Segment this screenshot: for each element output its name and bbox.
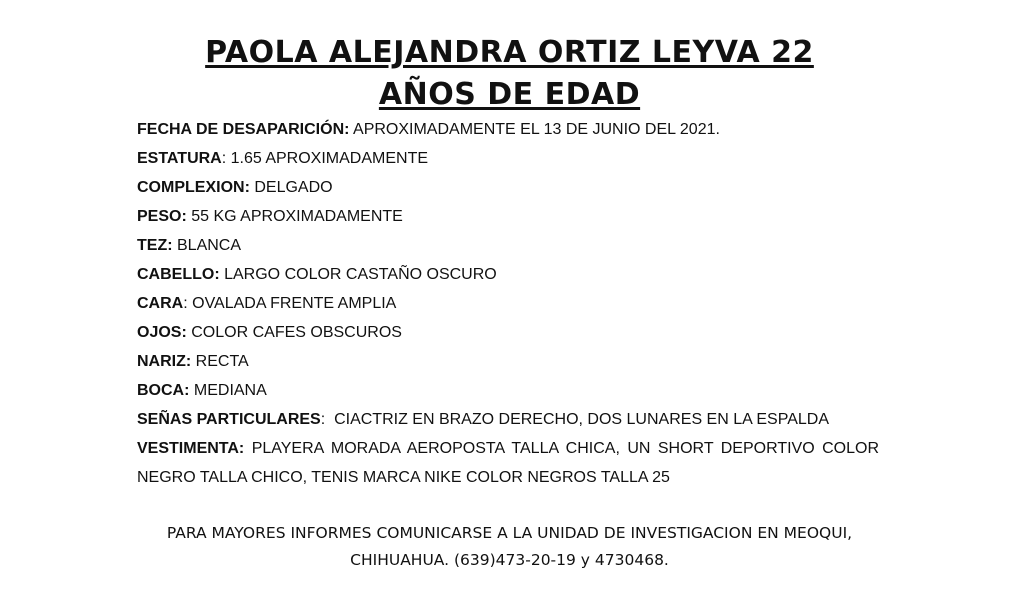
footer-line-1: PARA MAYORES INFORMES COMUNICARSE A LA UNIDAD DE INVESTIGACION EN MEOQUI,	[166, 524, 853, 542]
footer-line-2: CHIHUAHUA. (639)473-20-19 y 4730468.	[350, 551, 669, 569]
field-peso	[137, 202, 879, 231]
field-value: OVALADA FRENTE AMPLIA	[187, 295, 397, 312]
field-value: MEDIANA	[189, 382, 267, 399]
field-label: SEÑAS PARTICULARES	[137, 411, 321, 428]
field-separator: :	[221, 150, 227, 167]
field-vestimenta	[137, 434, 879, 492]
field-boca	[137, 376, 879, 405]
field-value: PLAYERA MORADA AEROPOSTA TALLA CHICA, UN SHORT DEPORTIVO COLOR NEGRO TALLA CHICO, TENIS MARCA NIKE COLOR NEGROS TALLA 25	[137, 440, 879, 486]
field-value: BLANCA	[172, 237, 242, 254]
field-ojos	[137, 318, 879, 347]
title-line-2: AÑOS DE EDAD	[378, 77, 641, 112]
field-label: ESTATURA	[137, 150, 222, 167]
field-label: COMPLEXION:	[137, 179, 250, 196]
field-value: APROXIMADAMENTE EL 13 DE JUNIO DEL 2021.	[349, 121, 720, 138]
field-value: 55 KG APROXIMADAMENTE	[186, 208, 403, 225]
field-nariz	[137, 347, 879, 376]
field-label: FECHA DE DESAPARICIÓN:	[137, 121, 350, 138]
field-separator: :	[320, 411, 326, 428]
field-value: LARGO COLOR CASTAÑO OSCURO	[219, 266, 497, 283]
field-cara	[137, 289, 879, 318]
field-value: COLOR CAFES OBSCUROS	[186, 324, 402, 341]
title-line-1: PAOLA ALEJANDRA ORTIZ LEYVA 22	[205, 35, 814, 70]
field-separator: :	[183, 295, 188, 312]
field-label: VESTIMENTA:	[137, 440, 245, 457]
field-tez	[137, 231, 879, 260]
field-fecha-desaparicion	[137, 115, 879, 144]
field-label: CARA	[137, 295, 184, 312]
field-label: TEZ:	[137, 237, 173, 254]
field-label: BOCA:	[137, 382, 190, 399]
field-value: 1.65 APROXIMADAMENTE	[226, 150, 429, 167]
field-value: RECTA	[191, 353, 249, 370]
field-cabello	[137, 260, 879, 289]
field-complexion	[137, 173, 879, 202]
field-estatura	[137, 144, 879, 173]
field-label: PESO:	[137, 208, 187, 225]
poster-title	[0, 32, 1019, 116]
field-senas-particulares	[137, 405, 879, 434]
contact-footer	[0, 520, 1019, 574]
field-value: CIACTRIZ EN BRAZO DERECHO, DOS LUNARES EN LA ESPALDA	[325, 411, 829, 428]
field-label: OJOS:	[137, 324, 187, 341]
field-label: NARIZ:	[137, 353, 192, 370]
field-value: DELGADO	[249, 179, 333, 196]
description-fields	[137, 115, 879, 492]
field-label: CABELLO:	[137, 266, 220, 283]
